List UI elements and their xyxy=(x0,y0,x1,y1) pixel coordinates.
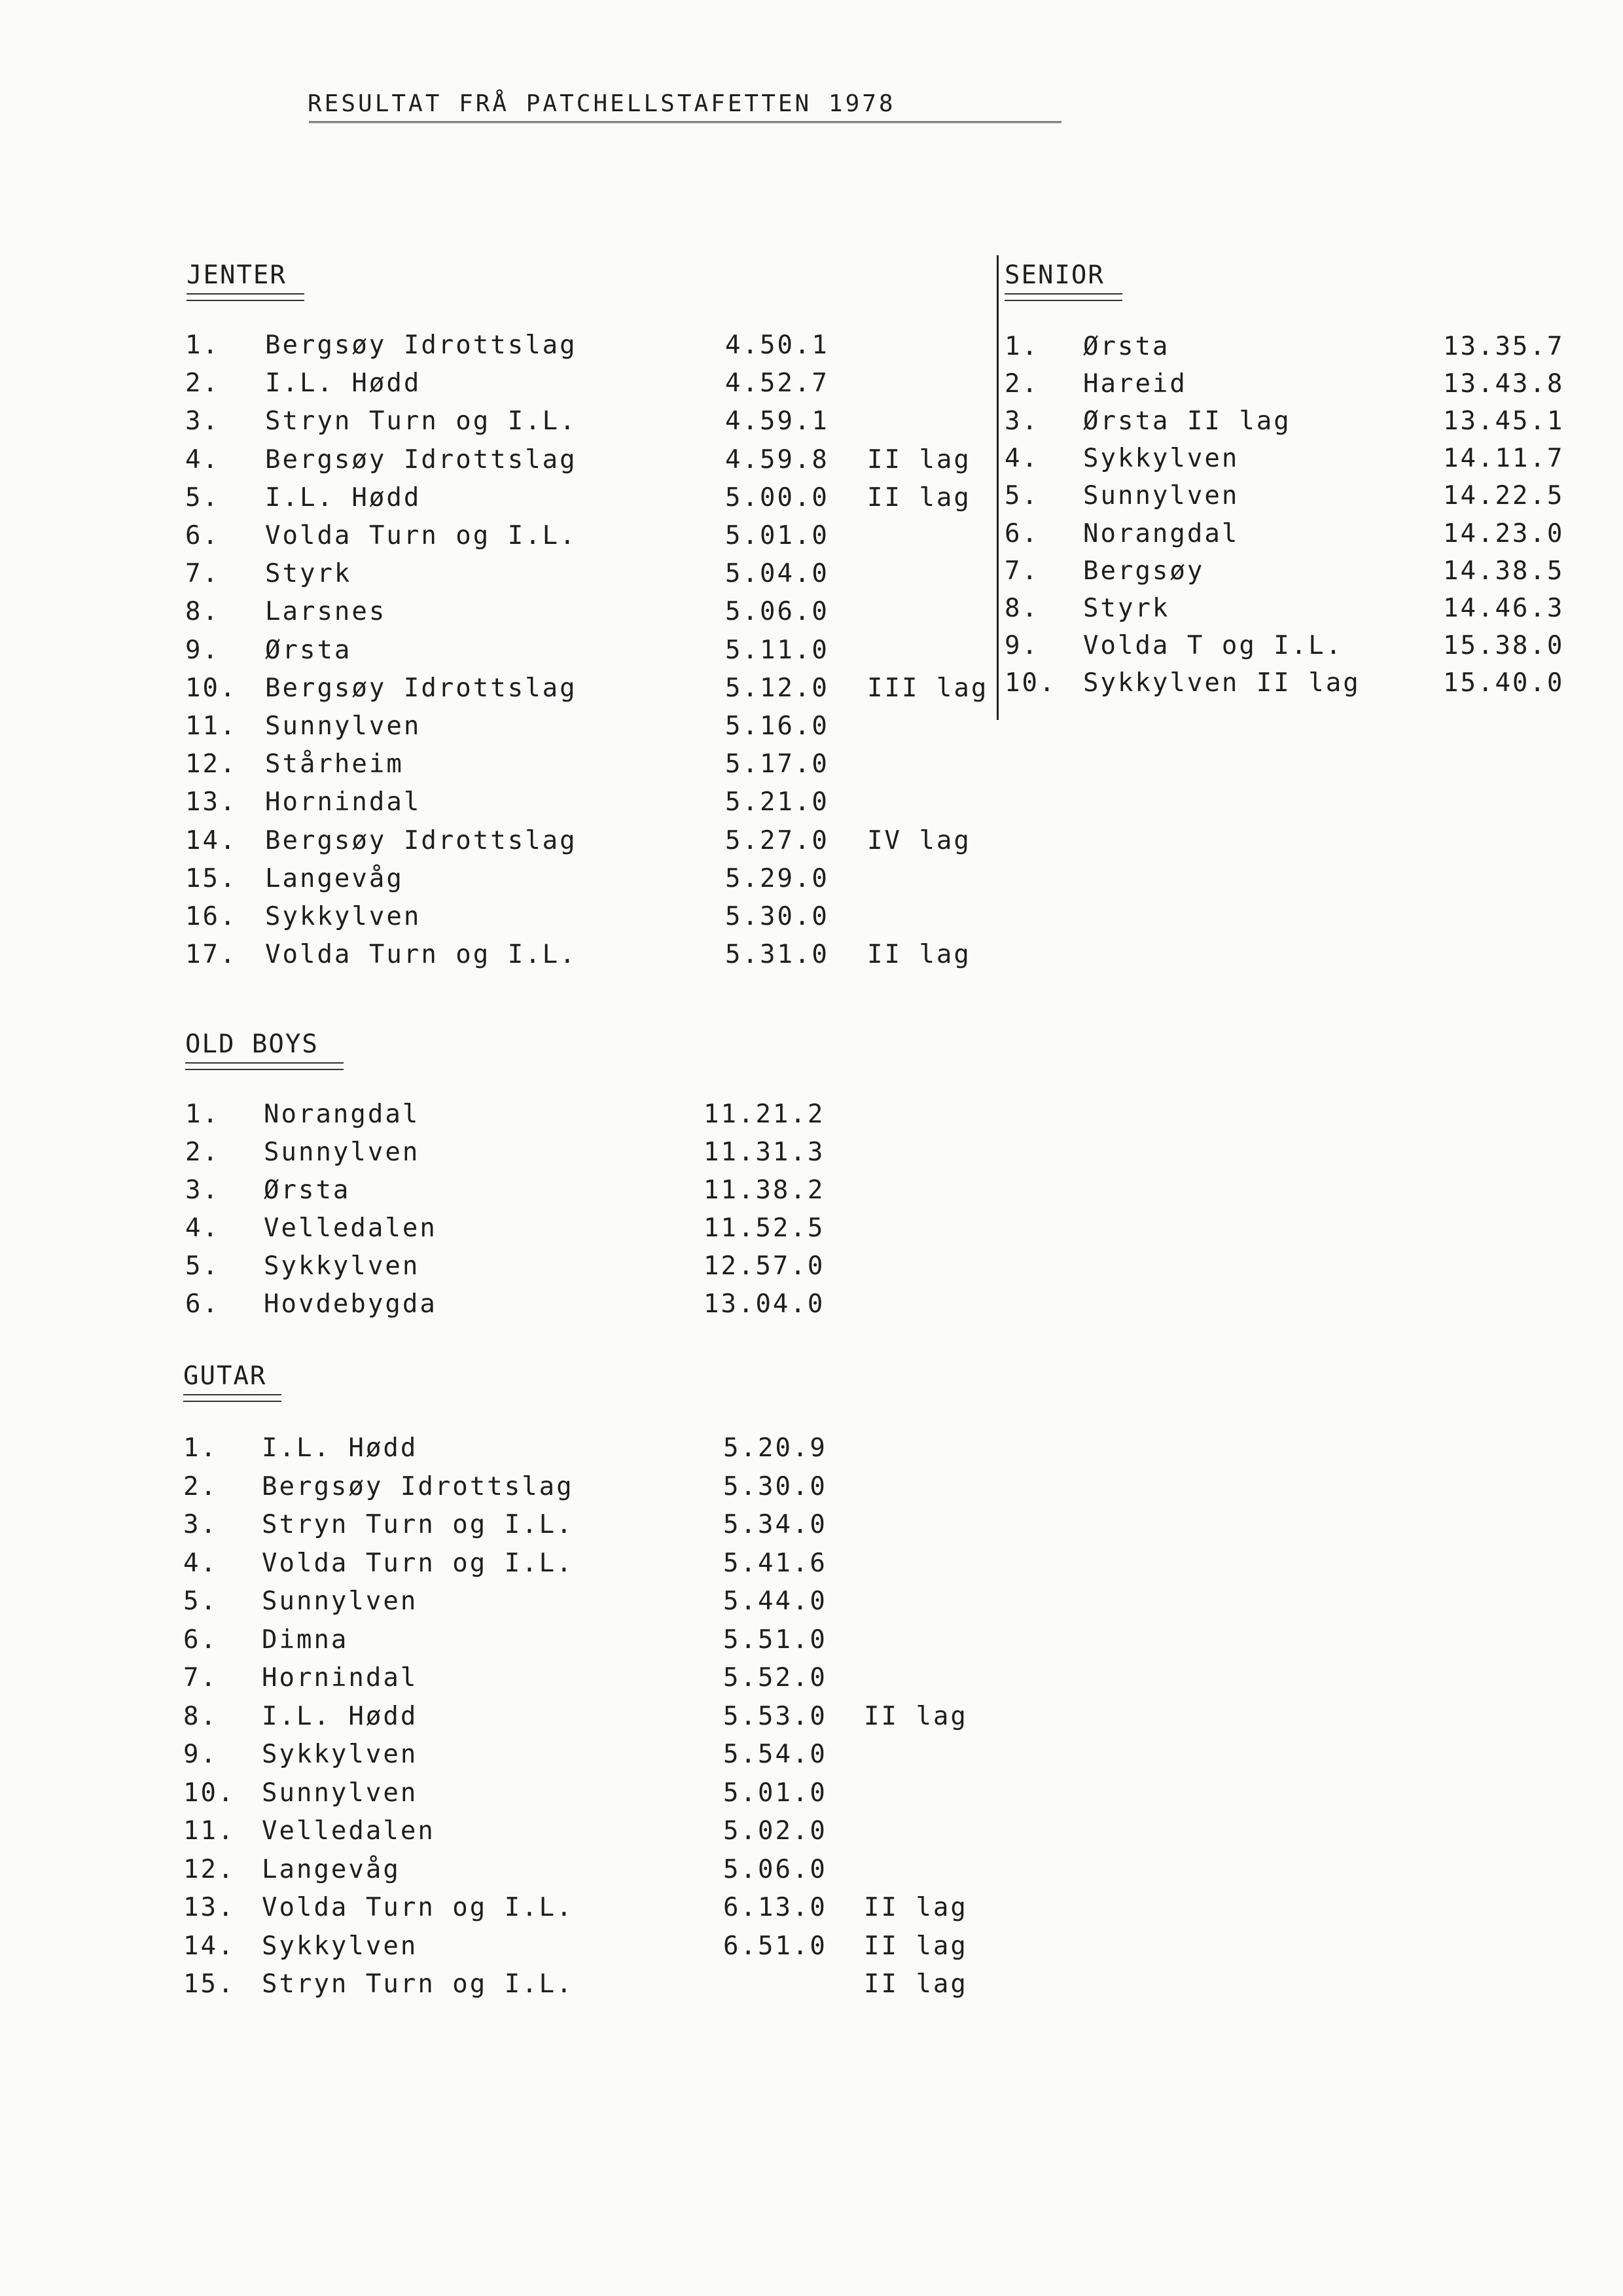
result-note: II lag xyxy=(864,1931,968,1961)
result-team: Sykkylven II lag xyxy=(1083,668,1361,698)
result-pos: 1. xyxy=(1005,332,1039,361)
result-team: Sunnylven xyxy=(1083,481,1240,511)
result-pos: 5. xyxy=(1005,481,1039,511)
result-pos: 14. xyxy=(183,1931,236,1961)
result-time: 13.35.7 xyxy=(1443,332,1565,361)
result-time: 11.21.2 xyxy=(704,1100,825,1129)
result-time: 14.38.5 xyxy=(1443,556,1565,586)
result-team: Sunnylven xyxy=(265,711,421,741)
result-time: 4.50.1 xyxy=(725,331,829,360)
result-time: 5.01.0 xyxy=(725,521,829,550)
gutar-heading: GUTAR xyxy=(183,1361,267,1391)
result-team: Ørsta xyxy=(265,635,352,665)
jenter-heading-underline xyxy=(187,293,304,301)
result-team: Ørsta II lag xyxy=(1083,406,1291,437)
result-time: 5.06.0 xyxy=(725,597,829,627)
result-pos: 15. xyxy=(183,1969,236,1999)
result-pos: 12. xyxy=(183,1854,236,1884)
result-pos: 17. xyxy=(185,940,238,970)
result-pos: 15. xyxy=(185,863,238,893)
result-time: 5.04.0 xyxy=(725,559,829,589)
result-pos: 9. xyxy=(1005,630,1039,660)
result-note: II lag xyxy=(867,444,971,475)
result-pos: 10. xyxy=(1005,668,1057,698)
result-time: 11.31.3 xyxy=(704,1138,825,1167)
result-time: 12.57.0 xyxy=(704,1251,825,1281)
result-team: Sykkylven xyxy=(1083,444,1240,474)
result-time: 5.27.0 xyxy=(725,825,829,855)
result-team: Bergsøy Idrottslag xyxy=(265,444,577,475)
jenter-heading: JENTER xyxy=(187,260,287,290)
result-time: 11.38.2 xyxy=(704,1175,825,1205)
result-pos: 3. xyxy=(185,406,220,437)
result-team: Styrk xyxy=(1083,593,1170,623)
result-time: 4.59.1 xyxy=(725,406,829,437)
result-pos: 5. xyxy=(185,482,220,512)
result-team: Volda Turn og I.L. xyxy=(262,1548,574,1578)
result-time: 5.54.0 xyxy=(723,1740,827,1769)
result-team: Hovdebygda xyxy=(264,1289,437,1319)
result-pos: 14. xyxy=(185,825,238,855)
senior-heading: SENIOR xyxy=(1005,260,1105,290)
result-time: 14.46.3 xyxy=(1443,593,1565,623)
result-time: 14.11.7 xyxy=(1443,444,1565,474)
result-pos: 13. xyxy=(183,1893,236,1922)
result-team: Sunnylven xyxy=(262,1778,418,1808)
result-note: IV lag xyxy=(867,825,971,855)
result-pos: 1. xyxy=(185,1100,220,1129)
result-team: Styrk xyxy=(265,559,352,589)
gutar-heading-underline xyxy=(183,1394,281,1402)
result-team: I.L. Hødd xyxy=(265,482,421,512)
result-pos: 11. xyxy=(183,1816,236,1846)
result-time: 5.16.0 xyxy=(725,711,829,741)
result-team: Norangdal xyxy=(1083,518,1240,548)
result-team: Volda T og I.L. xyxy=(1083,630,1344,660)
result-pos: 7. xyxy=(183,1663,218,1693)
result-pos: 8. xyxy=(183,1701,218,1731)
column-divider xyxy=(997,255,999,720)
page-title: RESULTAT FRÅ PATCHELLSTAFETTEN 1978 xyxy=(308,90,896,117)
result-team: Hornindal xyxy=(265,787,421,817)
result-time: 5.29.0 xyxy=(725,863,829,893)
result-team: Volda Turn og I.L. xyxy=(265,940,577,970)
result-team: Hareid xyxy=(1083,369,1187,399)
result-note: II lag xyxy=(867,482,971,512)
result-team: Sykkylven xyxy=(262,1740,418,1769)
result-pos: 6. xyxy=(185,1289,220,1319)
result-time: 5.00.0 xyxy=(725,482,829,512)
result-pos: 10. xyxy=(185,673,238,703)
result-time: 5.01.0 xyxy=(723,1778,827,1808)
result-team: Sykkylven xyxy=(264,1251,420,1281)
result-pos: 4. xyxy=(183,1548,218,1578)
result-pos: 2. xyxy=(183,1471,218,1501)
result-team: Bergsøy xyxy=(1083,556,1205,586)
result-time: 13.45.1 xyxy=(1443,406,1565,437)
result-team: I.L. Hødd xyxy=(265,368,421,399)
result-pos: 4. xyxy=(185,444,220,475)
result-pos: 3. xyxy=(185,1175,220,1205)
result-team: Dimna xyxy=(262,1624,349,1655)
result-time: 5.20.9 xyxy=(723,1433,827,1463)
result-pos: 6. xyxy=(183,1624,218,1655)
result-time: 6.13.0 xyxy=(723,1893,827,1922)
result-pos: 1. xyxy=(185,331,220,360)
result-pos: 1. xyxy=(183,1433,218,1463)
result-team: Stryn Turn og I.L. xyxy=(262,1969,574,1999)
result-time: 6.51.0 xyxy=(723,1931,827,1961)
result-note: II lag xyxy=(864,1893,968,1922)
result-time: 4.52.7 xyxy=(725,368,829,399)
result-team: Sunnylven xyxy=(262,1587,418,1616)
result-team: Velledalen xyxy=(262,1816,435,1846)
result-pos: 7. xyxy=(1005,556,1039,586)
result-pos: 4. xyxy=(185,1213,220,1243)
result-time: 14.22.5 xyxy=(1443,481,1565,511)
old-boys-heading: OLD BOYS xyxy=(185,1030,319,1059)
result-team: Bergsøy Idrottslag xyxy=(265,825,577,855)
title-underline xyxy=(309,121,1061,130)
result-time: 13.04.0 xyxy=(704,1289,825,1319)
result-pos: 7. xyxy=(185,559,220,589)
result-team: I.L. Hødd xyxy=(262,1433,418,1463)
result-time: 5.52.0 xyxy=(723,1663,827,1693)
result-team: Norangdal xyxy=(264,1100,420,1129)
result-time: 15.40.0 xyxy=(1443,668,1565,698)
result-time: 11.52.5 xyxy=(704,1213,825,1243)
result-team: Hornindal xyxy=(262,1663,418,1693)
result-time: 4.59.8 xyxy=(725,444,829,475)
result-note: II lag xyxy=(864,1969,968,1999)
result-team: Volda Turn og I.L. xyxy=(262,1893,574,1922)
result-pos: 5. xyxy=(183,1587,218,1616)
result-pos: 6. xyxy=(185,521,220,550)
result-pos: 16. xyxy=(185,902,238,931)
result-team: Sykkylven xyxy=(265,902,421,931)
result-team: Stryn Turn og I.L. xyxy=(262,1510,574,1539)
result-time: 5.34.0 xyxy=(723,1510,827,1539)
result-pos: 8. xyxy=(1005,593,1039,623)
result-note: III lag xyxy=(867,673,989,703)
result-pos: 6. xyxy=(1005,518,1039,548)
result-pos: 11. xyxy=(185,711,238,741)
result-time: 5.31.0 xyxy=(725,940,829,970)
result-team: Bergsøy Idrottslag xyxy=(262,1471,574,1501)
result-time: 5.51.0 xyxy=(723,1624,827,1655)
result-time: 5.21.0 xyxy=(725,787,829,817)
result-time: 5.30.0 xyxy=(723,1471,827,1501)
result-pos: 3. xyxy=(183,1510,218,1539)
result-pos: 5. xyxy=(185,1251,220,1281)
result-pos: 9. xyxy=(185,635,220,665)
result-team: Stryn Turn og I.L. xyxy=(265,406,577,437)
result-time: 5.11.0 xyxy=(725,635,829,665)
result-team: Volda Turn og I.L. xyxy=(265,521,577,550)
result-pos: 10. xyxy=(183,1778,236,1808)
old-boys-heading-underline xyxy=(185,1062,344,1070)
result-note: II lag xyxy=(864,1701,968,1731)
result-team: Velledalen xyxy=(264,1213,437,1243)
result-team: Langevåg xyxy=(265,863,404,893)
result-time: 5.53.0 xyxy=(723,1701,827,1731)
result-pos: 13. xyxy=(185,787,238,817)
result-team: Ørsta xyxy=(1083,332,1170,361)
senior-heading-underline xyxy=(1005,293,1122,301)
result-time: 14.23.0 xyxy=(1443,518,1565,548)
result-time: 5.02.0 xyxy=(723,1816,827,1846)
result-pos: 8. xyxy=(185,597,220,627)
result-time: 5.06.0 xyxy=(723,1854,827,1884)
result-team: I.L. Hødd xyxy=(262,1701,418,1731)
result-pos: 3. xyxy=(1005,406,1039,437)
result-team: Bergsøy Idrottslag xyxy=(265,331,577,360)
result-pos: 2. xyxy=(185,1138,220,1167)
result-time: 5.30.0 xyxy=(725,902,829,931)
result-team: Ørsta xyxy=(264,1175,351,1205)
result-time: 15.38.0 xyxy=(1443,630,1565,660)
result-note: II lag xyxy=(867,940,971,970)
result-pos: 2. xyxy=(1005,369,1039,399)
result-team: Sunnylven xyxy=(264,1138,420,1167)
result-pos: 12. xyxy=(185,749,238,780)
result-pos: 9. xyxy=(183,1740,218,1769)
result-time: 13.43.8 xyxy=(1443,369,1565,399)
result-time: 5.41.6 xyxy=(723,1548,827,1578)
result-team: Larsnes xyxy=(265,597,387,627)
result-pos: 4. xyxy=(1005,444,1039,474)
result-time: 5.44.0 xyxy=(723,1587,827,1616)
result-team: Stårheim xyxy=(265,749,404,780)
result-time: 5.17.0 xyxy=(725,749,829,780)
result-time: 5.12.0 xyxy=(725,673,829,703)
result-team: Bergsøy Idrottslag xyxy=(265,673,577,703)
result-team: Sykkylven xyxy=(262,1931,418,1961)
result-pos: 2. xyxy=(185,368,220,399)
result-team: Langevåg xyxy=(262,1854,401,1884)
